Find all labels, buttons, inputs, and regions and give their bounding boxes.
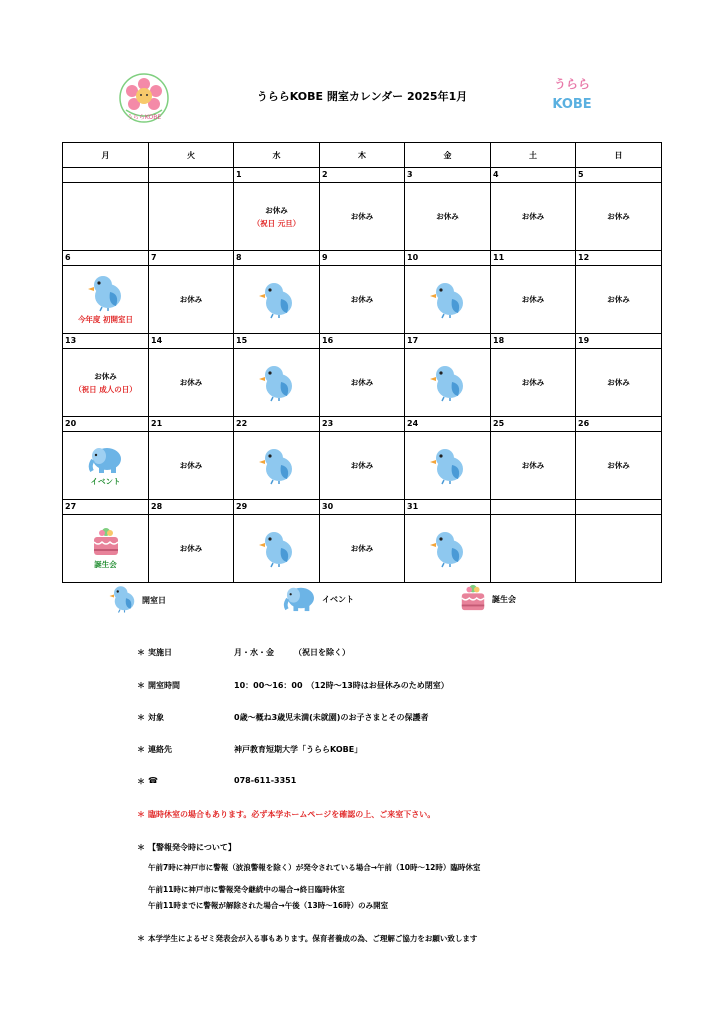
day-number: 27 xyxy=(63,500,149,515)
day-number: 18 xyxy=(491,334,576,349)
logo-right-line2: KOBE xyxy=(552,97,592,112)
closed-label: お休み xyxy=(521,295,545,304)
bullet: ＊ xyxy=(137,648,145,657)
day-cell xyxy=(405,349,491,417)
notice-red: 臨時休室の場合もあります。必ず本学ホームページを確認の上、ご来室下さい。 xyxy=(148,810,436,819)
closed-label: お休み xyxy=(265,205,288,215)
weekday-header-row xyxy=(63,143,662,168)
day-note: （祝日 元旦） xyxy=(252,218,301,228)
day-number: 11 xyxy=(491,251,576,266)
closed-label: お休み xyxy=(350,295,374,304)
day-number: 17 xyxy=(405,334,491,349)
urara-kobe-logo-icon xyxy=(548,74,596,116)
legend-cake xyxy=(458,584,488,614)
day-content-row xyxy=(63,432,662,500)
birthday-cake-icon xyxy=(90,527,122,557)
day-number: 29 xyxy=(234,500,320,515)
legend-bird xyxy=(108,584,138,616)
day-number: 13 xyxy=(63,334,149,349)
closed-label: お休み xyxy=(436,212,459,221)
legend-birthday-label: 誕生会 xyxy=(492,594,516,604)
closed-label: お休み xyxy=(179,461,203,470)
day-number: 5 xyxy=(576,168,662,183)
bird-icon xyxy=(428,281,468,319)
bullet: ＊ xyxy=(137,810,145,819)
footer-note: 本学学生によるゼミ発表会が入る事もあります。保育者養成の為、ご理解ご協力をお願い致します xyxy=(148,934,478,943)
warning-line-1: 午前7時に神戸市に警報（波浪警報を除く）が発令されている場合→午前（10時～12時）臨時休室 xyxy=(148,863,481,872)
warning-line-3: 午前11時までに警報が解除された場合→午後（13時～16時）のみ開室 xyxy=(148,901,389,910)
weekday-mon: 月 xyxy=(63,143,149,168)
closed-label: お休み xyxy=(607,295,630,304)
day-cell xyxy=(63,183,149,251)
day-number-row xyxy=(63,168,662,183)
day-number-row xyxy=(63,500,662,515)
day-number: 12 xyxy=(576,251,662,266)
legend-birthday xyxy=(458,584,516,614)
day-cell xyxy=(491,266,576,334)
day-number: 9 xyxy=(320,251,405,266)
closed-label: お休み xyxy=(350,378,374,387)
day-cell xyxy=(149,515,234,583)
closed-label: お休み xyxy=(94,371,117,381)
weekday-sat: 土 xyxy=(491,143,576,168)
day-number: 7 xyxy=(149,251,234,266)
day-cell xyxy=(491,349,576,417)
day-number: 21 xyxy=(149,417,234,432)
day-number: 24 xyxy=(405,417,491,432)
closed-label: お休み xyxy=(607,378,630,387)
bullet: ＊ xyxy=(137,843,145,852)
warning-title: 【警報発令時について】 xyxy=(148,843,236,852)
day-cell xyxy=(234,266,320,334)
day-cell xyxy=(234,515,320,583)
elephant-icon xyxy=(87,444,125,474)
day-number xyxy=(576,500,662,515)
day-note: 今年度 初開室日 xyxy=(77,315,134,324)
legend-open-label: 開室日 xyxy=(142,595,166,605)
day-cell xyxy=(234,432,320,500)
closed-label: お休み xyxy=(521,461,545,470)
phone-value: 078-611-3351 xyxy=(234,776,297,785)
day-cell xyxy=(491,515,576,583)
day-content-row xyxy=(63,183,662,251)
day-number-row xyxy=(63,417,662,432)
logo-left-text: うららKOBE xyxy=(126,114,162,121)
bird-icon xyxy=(257,364,297,402)
day-cell xyxy=(320,432,405,500)
logo-right-line1: うらら xyxy=(553,77,591,91)
bullet: ＊ xyxy=(137,681,145,690)
day-number: 14 xyxy=(149,334,234,349)
day-cell xyxy=(320,183,405,251)
day-number: 16 xyxy=(320,334,405,349)
day-cell xyxy=(149,349,234,417)
closed-label: お休み xyxy=(350,212,374,221)
day-number: 23 xyxy=(320,417,405,432)
day-number-row xyxy=(63,251,662,266)
birthday-cake-icon xyxy=(458,584,488,612)
day-cell xyxy=(405,183,491,251)
day-number: 4 xyxy=(491,168,576,183)
bird-icon xyxy=(428,364,468,402)
bird-icon xyxy=(257,281,297,319)
day-cell xyxy=(234,183,320,251)
phone-icon: ☎ xyxy=(148,776,158,785)
day-cell xyxy=(576,349,662,417)
bird-icon xyxy=(108,584,138,614)
day-number: 2 xyxy=(320,168,405,183)
day-cell xyxy=(576,515,662,583)
closed-label: お休み xyxy=(179,544,203,553)
birthday-label: 誕生会 xyxy=(94,560,117,569)
days-label: 実施日 xyxy=(148,648,172,657)
day-number: 26 xyxy=(576,417,662,432)
day-number: 31 xyxy=(405,500,491,515)
day-cell xyxy=(320,349,405,417)
bullet: ＊ xyxy=(137,713,145,722)
day-cell xyxy=(149,183,234,251)
day-cell xyxy=(63,515,149,583)
day-number: 1 xyxy=(234,168,320,183)
day-number xyxy=(149,168,234,183)
day-number-row xyxy=(63,334,662,349)
contact-label: 連絡先 xyxy=(148,745,172,754)
day-number: 10 xyxy=(405,251,491,266)
closed-label: お休み xyxy=(521,212,545,221)
day-number: 8 xyxy=(234,251,320,266)
hours-value: 10：00～16：00 （12時～13時はお昼休みのため閉室） xyxy=(234,681,449,690)
bird-icon xyxy=(428,447,468,485)
closed-label: お休み xyxy=(179,295,203,304)
contact-value: 神戸教育短期大学「うららKOBE」 xyxy=(234,745,363,754)
day-cell xyxy=(320,515,405,583)
warning-line-2: 午前11時に神戸市に警報発令継続中の場合→終日臨時休室 xyxy=(148,885,345,894)
day-cell xyxy=(63,266,149,334)
weekday-wed: 水 xyxy=(234,143,320,168)
day-note: （祝日 成人の日） xyxy=(74,384,137,394)
day-number: 15 xyxy=(234,334,320,349)
closed-label: お休み xyxy=(607,461,630,470)
day-cell xyxy=(405,266,491,334)
day-number: 22 xyxy=(234,417,320,432)
day-number: 28 xyxy=(149,500,234,515)
day-cell xyxy=(149,266,234,334)
elephant-icon xyxy=(282,584,318,612)
bird-icon xyxy=(428,530,468,568)
day-number: 20 xyxy=(63,417,149,432)
day-cell xyxy=(234,349,320,417)
day-number xyxy=(491,500,576,515)
day-cell xyxy=(320,266,405,334)
day-cell xyxy=(405,515,491,583)
day-cell xyxy=(576,432,662,500)
day-cell xyxy=(405,432,491,500)
closed-label: お休み xyxy=(179,378,203,387)
weekday-thu: 木 xyxy=(320,143,405,168)
legend-elephant xyxy=(282,584,318,614)
weekday-tue: 火 xyxy=(149,143,234,168)
day-cell xyxy=(576,266,662,334)
day-cell xyxy=(491,432,576,500)
closed-label: お休み xyxy=(607,212,630,221)
bullet: ＊ xyxy=(137,934,145,943)
bird-icon xyxy=(86,274,126,312)
event-label: イベント xyxy=(90,477,121,486)
target-label: 対象 xyxy=(148,713,164,722)
day-content-row xyxy=(63,266,662,334)
day-number xyxy=(63,168,149,183)
day-cell xyxy=(491,183,576,251)
day-cell xyxy=(149,432,234,500)
target-value: 0歳～概ね3歳児未満(未就園)のお子さまとその保護者 xyxy=(234,713,429,722)
day-number: 30 xyxy=(320,500,405,515)
closed-label: お休み xyxy=(350,544,374,553)
bullet: ＊ xyxy=(137,777,145,786)
hours-label: 開室時間 xyxy=(148,681,180,690)
closed-label: お休み xyxy=(521,378,545,387)
day-content-row xyxy=(63,349,662,417)
weekday-sun: 日 xyxy=(576,143,662,168)
legend-event-label: イベント xyxy=(322,594,354,604)
day-number: 19 xyxy=(576,334,662,349)
closed-label: お休み xyxy=(350,461,374,470)
day-number: 3 xyxy=(405,168,491,183)
day-number: 6 xyxy=(63,251,149,266)
day-cell xyxy=(63,349,149,417)
weekday-fri: 金 xyxy=(405,143,491,168)
day-cell xyxy=(576,183,662,251)
bird-icon xyxy=(257,447,297,485)
day-cell xyxy=(63,432,149,500)
day-number: 25 xyxy=(491,417,576,432)
bullet: ＊ xyxy=(137,745,145,754)
bird-icon xyxy=(257,530,297,568)
calendar-table xyxy=(62,142,662,583)
legend-event xyxy=(282,584,354,614)
day-content-row xyxy=(63,515,662,583)
page-title: うららKOBE 開室カレンダー 2025年1月 xyxy=(256,90,468,103)
legend-open xyxy=(108,584,166,616)
days-value: 月・水・金 （祝日を除く） xyxy=(234,648,350,657)
